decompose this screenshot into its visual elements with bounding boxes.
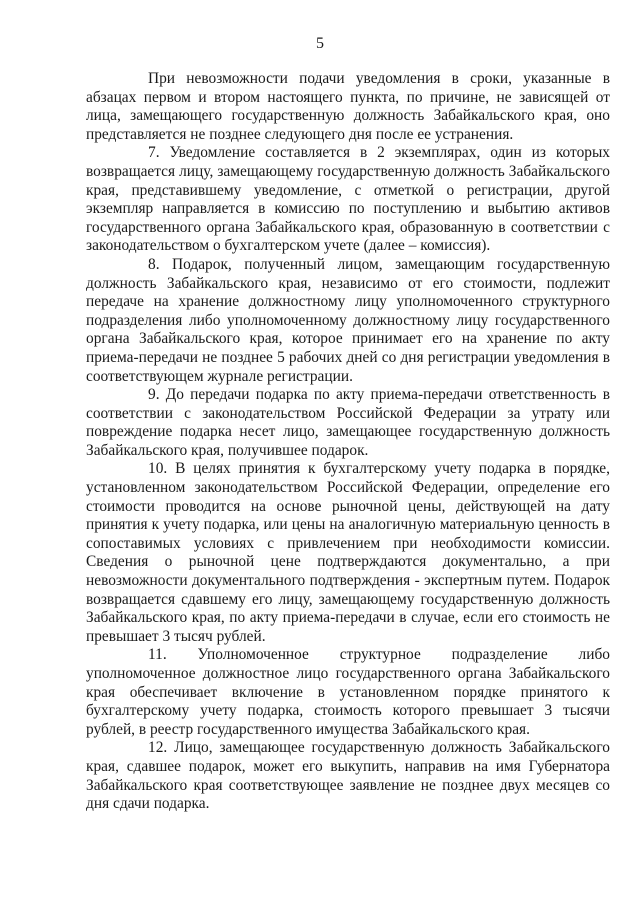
paragraph-11: 11. Уполномоченное структурное подразделение либо уполномоченное должностное лицо государственного органа Забайкальского края обеспечивает включение в установленном порядке принятого к бухгалтерскому учету подарка, стоимость которого превышает 3 тысячи рублей, в реестр государственного имущества Забайкальского края. — [86, 646, 610, 738]
document-body — [86, 70, 610, 814]
paragraph-8: 8. Подарок, полученный лицом, замещающим государственную должность Забайкальского края, независимо от его стоимости, подлежит передаче на хранение должностному лицу уполномоченного структурного подразделения либо уполномоченному должностному лицу государственного органа Забайкальского края, которое принимает его на хранение по акту приема-передачи не позднее 5 рабочих дней со дня регистрации уведомления в соответствующем журнале регистрации. — [86, 255, 610, 385]
paragraph-notification-delay: При невозможности подачи уведомления в сроки, указанные в абзацах первом и втором настоящего пункта, по причине, не зависящей от лица, замещающего государственную должность Забайкальского края, оно представляется не позднее следующего дня после ее устранения. — [86, 70, 610, 143]
paragraph-7: 7. Уведомление составляется в 2 экземплярах, один из которых возвращается лицу, замещающему государственную должность Забайкальского края, представившему уведомление, с отметкой о регистрации, другой экземпляр направляется в комиссию по поступлению и выбытию активов государственного органа Забайкальского края, образованную в соответствии с законодательством о бухгалтерском учете (далее – комиссия). — [86, 144, 610, 255]
paragraph-9: 9. До передачи подарка по акту приема-передачи ответственность в соответствии с законодательством Российской Федерации за утрату или повреждение подарка несет лицо, замещающее государственную должность Забайкальского края, получившее подарок. — [86, 386, 610, 459]
paragraph-12: 12. Лицо, замещающее государственную должность Забайкальского края, сдавшее подарок, может его выкупить, направив на имя Губернатора Забайкальского края соответствующее заявление не позднее двух месяцев со дня сдачи подарка. — [86, 739, 610, 813]
paragraph-10: 10. В целях принятия к бухгалтерскому учету подарка в порядке, установленном законодательством Российской Федерации, определение его стоимости проводится на основе рыночной цены, действующей на дату принятия к учету подарка, или цены на аналогичную материальную ценность в сопоставимых условиях с привлечением при необходимости комиссии. Сведения о рыночной цене подтверждаются документально, а при невозможности документального подтверждения - экспертным путем. Подарок возвращается сдавшему его лицу, замещающему государственную должность Забайкальского края, по акту приема-передачи в случае, если его стоимость не превышает 3 тысяч рублей. — [86, 460, 610, 645]
page-number: 5 — [316, 35, 324, 52]
